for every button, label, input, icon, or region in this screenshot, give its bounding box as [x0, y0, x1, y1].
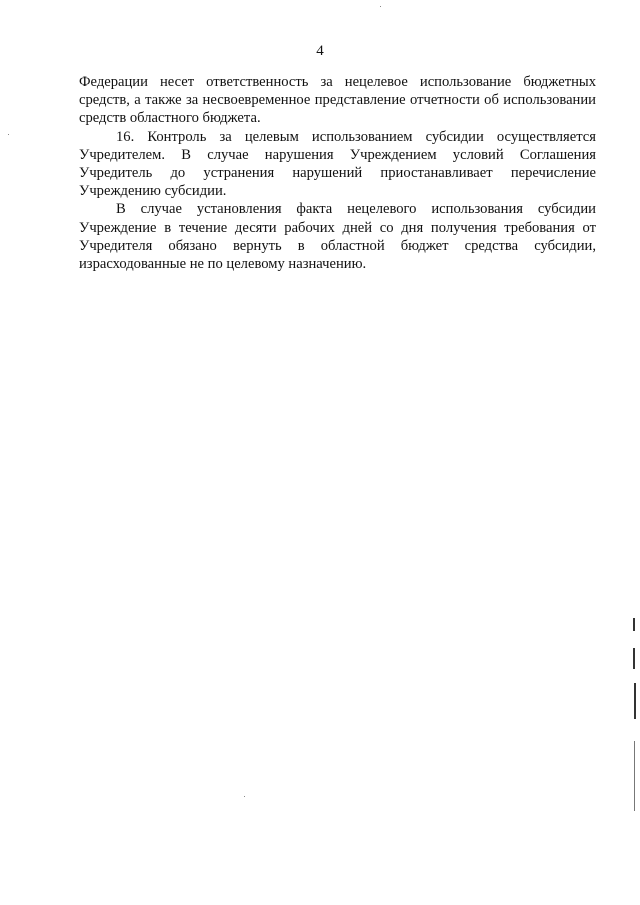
paragraph-item-16: 16. Контроль за целевым использованием субсидии осуществляется Учредителем. В случае нарушения Учреждением условий Соглашения Учредитель до устранения нарушений приостанавливает перечисление Учреждению субсидии.: [79, 128, 596, 200]
scan-artifact-mark: [634, 741, 635, 811]
paragraph-continuation: Федерации несет ответственность за нецелевое использование бюджетных средств, а также за несвоевременное представление отчетности об использовании средств областного бюджета.: [79, 74, 596, 127]
scan-artifact-mark: [633, 648, 635, 669]
scan-artifact-mark: [633, 618, 635, 631]
document-body: [79, 73, 596, 273]
scan-artifact-speck: [380, 6, 381, 7]
scan-artifact-speck: [8, 134, 9, 135]
scan-artifact-mark: [634, 683, 636, 719]
paragraph-misuse-refund: В случае установления факта нецелевого использования субсидии Учреждение в течение десяти рабочих дней со дня получения требования от Учредителя обязано вернуть в областной бюджет средства субсидии, израсходованные не по целевому назначению.: [79, 201, 596, 273]
page-number: 4: [316, 43, 324, 59]
scan-artifact-speck: [244, 796, 245, 797]
